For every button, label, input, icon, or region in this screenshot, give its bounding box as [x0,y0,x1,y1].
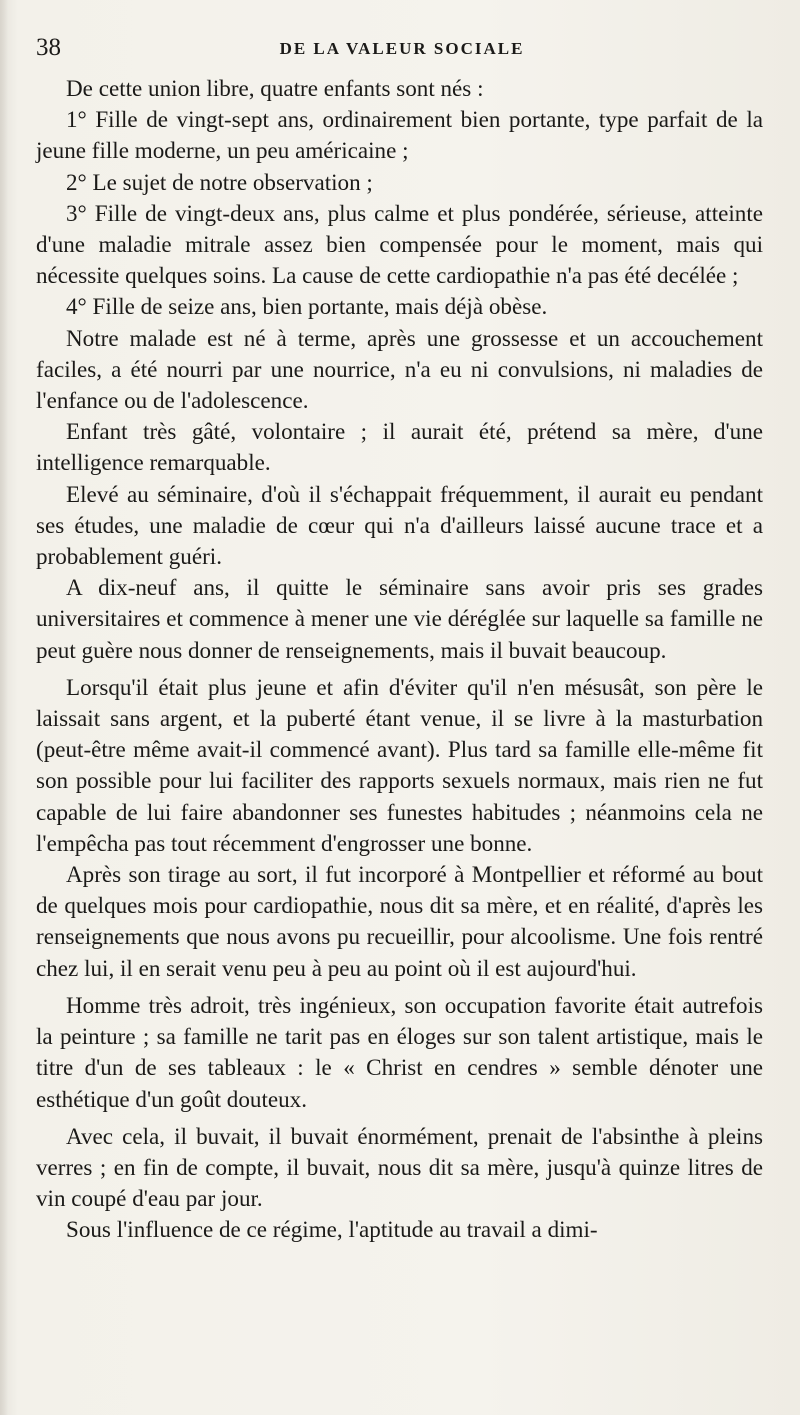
paragraph-youth-habits: Lorsqu'il était plus jeune et afin d'éviter qu'il n'en mésusât, son père le laissait sans argent, et la puberté étant venue, il se livre à la masturbation (peut-être même avait-il commencé avant). Plus tard sa famille elle-même fit son possible pour lui faciliter des rapports sexuels normaux, mais rien ne fut capable de lui faire abandonner ses funestes habitudes ; néanmoins cela ne l'empêcha pas tout récemment d'engrosser une bonne. [36,673,763,856]
paragraph-painting: Homme très adroit, très ingénieux, son occupation favorite était autrefois la peinture ; sa famille ne tarit pas en éloges sur son talent artistique, mais le titre d'un de ses tableaux : le « Christ en cendres » semble dénoter une esthétique d'un goût douteux. [36,991,763,1112]
paragraph-child-1: 1° Fille de vingt-sept ans, ordinairement bien portante, type parfait de la jeune fille moderne, un peu américaine ; [36,106,763,164]
paragraph-seminary: Elevé au séminaire, d'où il s'échappait fréquemment, il aurait eu pendant ses études, une maladie de cœur qui n'a d'ailleurs laissé aucune trace et a probablement guéri. [36,480,763,570]
page-body [36,73,763,1246]
paragraph-child-3: 3° Fille de vingt-deux ans, plus calme et plus pondérée, sérieuse, atteinte d'une maladie mitrale assez bien compensée pour le moment, mais qui nécessite quelques soins. La cause de cette cardiopathie n'a pas été decélée ; [36,199,763,289]
paragraph-birth: Notre malade est né à terme, après une grossesse et un accouchement faciles, a été nourri par une nourrice, n'a eu ni convulsions, ni maladies de l'enfance ou de l'adolescence. [36,324,763,414]
paragraph-age-nineteen: A dix-neuf ans, il quitte le séminaire sans avoir pris ses grades universitaires et commence à mener une vie déréglée sur laquelle sa famille ne peut guère nous donner de renseignements, mais il buvait beaucoup. [36,574,763,663]
paragraph-children-intro: De cette union libre, quatre enfants sont nés : [66,75,484,101]
page-gutter-shadow [0,0,8,1415]
paragraph-child-2: 2° Le sujet de notre observation ; [66,168,373,195]
paragraph-military: Après son tirage au sort, il fut incorporé à Montpellier et réformé au bout de quelques mois pour cardiopathie, nous dit sa mère, et en réalité, d'après les renseignements que nous avons pu recueillir, pour alcoolisme. Une fois rentré chez lui, il en serait venu peu à peu au point où il est aujourd'hui. [36,861,763,981]
running-head: DE LA VALEUR SOCIALE [279,39,525,58]
paragraph-childhood: Enfant très gâté, volontaire ; il aurait été, prétend sa mère, d'une intelligence remarquable. [36,418,763,476]
paragraph-drinking: Avec cela, il buvait, il buvait énormément, prenait de l'absinthe à pleins verres ; en fin de compte, il buvait, nous dit sa mère, jusqu'à quinze litres de vin coupé d'eau par jour. [36,1122,763,1212]
page-header [36,34,768,64]
paragraph-child-4: 4° Fille de seize ans, bien portante, mais déjà obèse. [66,293,548,320]
page-number: 38 [36,34,61,61]
paragraph-work-decline: Sous l'influence de ce régime, l'aptitude au travail a dimi- [66,1216,598,1243]
